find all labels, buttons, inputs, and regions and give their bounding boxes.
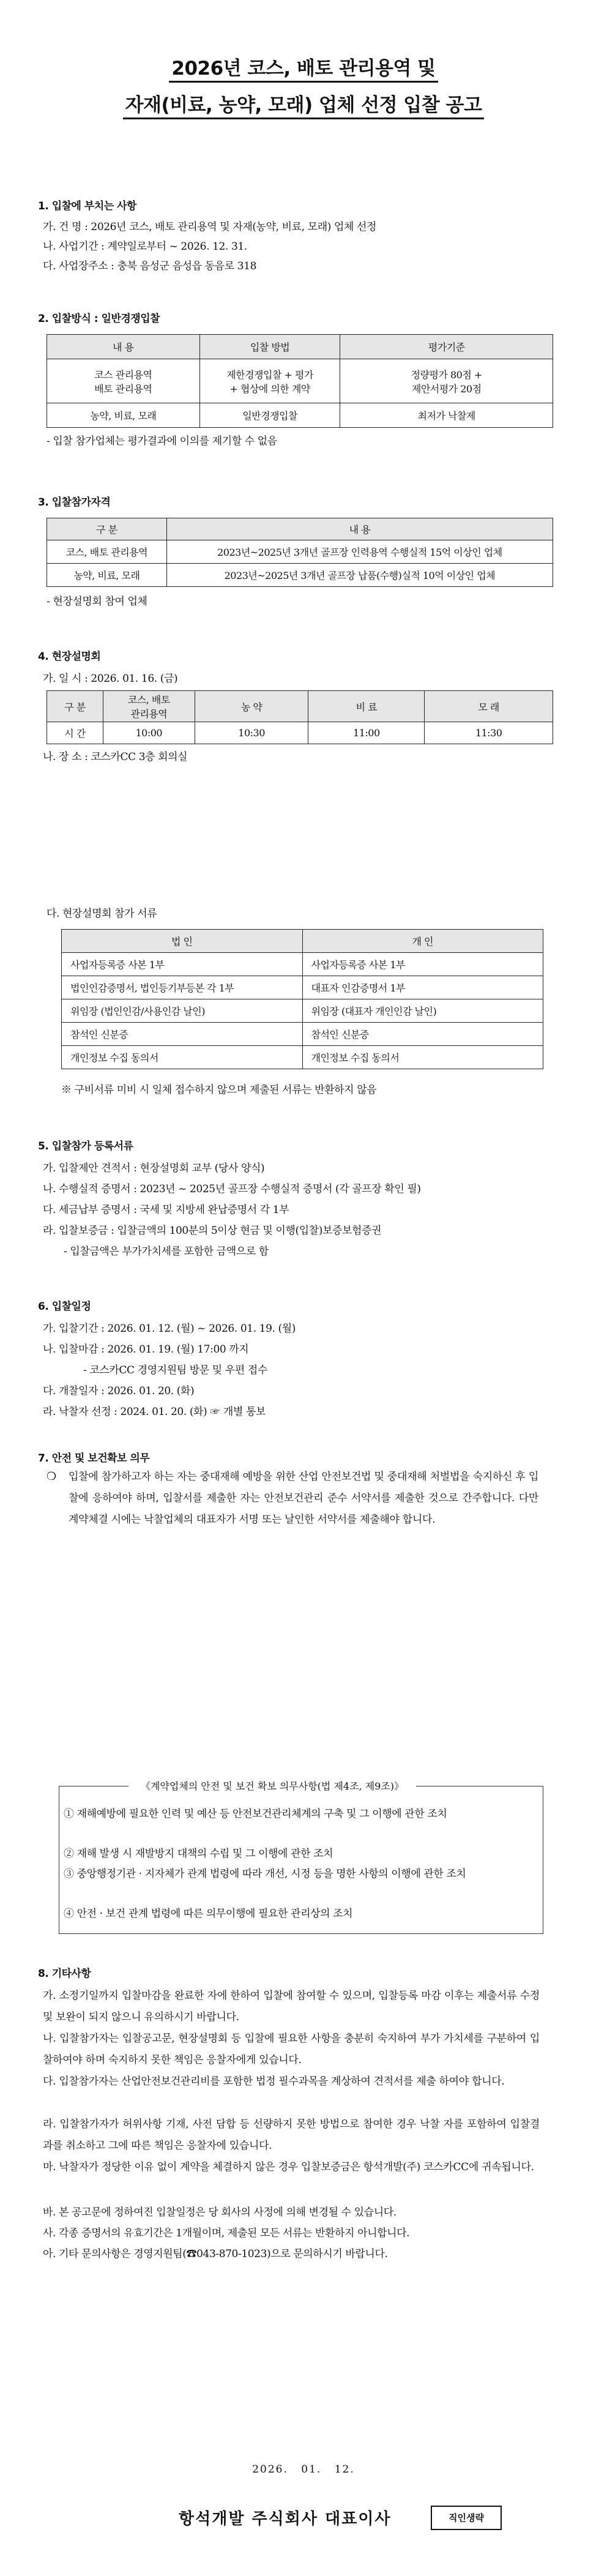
- s6-item-c: 다. 개찰일자 : 2026. 01. 20. (화): [43, 1385, 195, 1397]
- safety-box-item: ③ 중앙행정기관 · 지자체가 관계 법령에 따라 개선, 시정 등을 명한 사항의 이행에 관한 조치: [64, 1868, 466, 1880]
- table-cell: 최저가 낙찰제: [340, 403, 553, 428]
- misc-item: 가. 소정기일까지 입찰마감을 완료한 자에 한하여 입찰에 참여할 수 있으며, 입찰등록 마감 이후는 제출서류 수정 및 보완이 되지 않으니 유의하시기 바랍니다.: [43, 1990, 540, 2023]
- table-cell: 10:00: [103, 722, 195, 744]
- misc-item: 사. 각종 증명서의 유효기간은 1개월이며, 제출된 모든 서류는 반환하지 아니합니다.: [43, 2227, 410, 2239]
- table-cell: 법인인감증명서, 법인등기부등본 각 1부: [62, 976, 303, 999]
- section-3-heading: 3. 입찰참가자격: [38, 496, 111, 509]
- section-8-heading: 8. 기타사항: [38, 1968, 91, 1980]
- table-cell: 코스, 배토 관리용역: [47, 540, 167, 564]
- s4-warning: ※ 구비서류 미비 시 일체 접수하지 않으며 제출된 서류는 반환하지 않음: [61, 1084, 377, 1096]
- table-cell: 2023년~2025년 3개년 골프장 납품(수행)실적 10억 이상인 업체: [166, 564, 553, 587]
- table-header: 법 인: [62, 930, 303, 953]
- company-name: 항석개발 주식회사 대표이사: [179, 2510, 392, 2528]
- table-header: 모 래: [425, 691, 553, 722]
- table-cell: 개인정보 수집 동의서: [302, 1046, 543, 1069]
- s6-item-a: 가. 입찰기간 : 2026. 01. 12. (월) ~ 2026. 01. 19. (월): [43, 1323, 296, 1335]
- bullet-icon: ❍: [47, 1470, 56, 1483]
- s1-item-a: 가. 건 명 : 2026년 코스, 배토 관리용역 및 자재(농약, 비료, 모래) 업체 선정: [43, 221, 377, 233]
- table-cell: 10:30: [195, 722, 308, 744]
- safety-box-title: 《계약업체의 안전 및 보건 확보 의무사항(법 제4조, 제9조)》: [128, 1779, 416, 1793]
- misc-item: 바. 본 공고문에 정하여진 입찰일정은 당 회사의 사정에 의해 변경될 수 있습니다.: [43, 2206, 397, 2219]
- table-cell: 참석인 신분증: [62, 1023, 303, 1046]
- table-cell: 정량평가 80점 + 제안서평가 20점: [340, 359, 553, 403]
- s4-item-b: 나. 장 소 : 코스카CC 3층 회의실: [43, 751, 188, 763]
- s5-item-d: 라. 입찰보증금 : 입찰금액의 100분의 5이상 현금 및 이행(입찰)보증보험증권: [43, 1225, 382, 1237]
- table-header: 내 용: [47, 335, 200, 359]
- s5-item-a: 가. 입찰제안 견적서 : 현장설명회 교부 (당사 양식): [43, 1162, 265, 1174]
- s1-item-c: 다. 사업장주소 : 충북 음성군 음성읍 동음로 318: [43, 260, 256, 272]
- title-line-2: 자재(비료, 농약, 모래) 업체 선정 입찰 공고: [0, 89, 607, 117]
- table-cell: 제한경쟁입찰 + 평가 + 협상에 의한 계약: [199, 359, 340, 403]
- table-header: 비 료: [308, 691, 425, 722]
- section-1-heading: 1. 입찰에 부치는 사항: [38, 200, 136, 212]
- section-5-heading: 5. 입찰참가 등록서류: [38, 1140, 133, 1152]
- eligibility-table: [47, 518, 553, 587]
- safety-box-item: ① 재해예방에 필요한 인력 및 예산 등 안전보건관리체계의 구축 및 그 이행에 관한 조치: [64, 1808, 447, 1820]
- title-line-1: 2026년 코스, 배토 관리용역 및: [0, 53, 607, 80]
- briefing-docs-table: [61, 929, 543, 1069]
- table-header: 내 용: [166, 518, 553, 540]
- table-cell: 개인정보 수집 동의서: [62, 1046, 303, 1069]
- table-header: 구 분: [47, 691, 103, 722]
- table-header: 입찰 방법: [199, 335, 340, 359]
- s6-item-b-note: - 코스카CC 경영지원팀 방문 및 우편 접수: [83, 1364, 267, 1376]
- table-cell: 농약, 비료, 모래: [47, 564, 167, 587]
- table-cell: 코스 관리용역 배토 관리용역: [47, 359, 200, 403]
- misc-item: 라. 입찰참가자가 허위사항 기재, 사전 담합 등 선량하지 못한 방법으로 참여한 경우 낙찰 자를 포함하여 입찰결과를 취소하고 그에 따른 책임은 응찰자에 있습니다.: [43, 2118, 540, 2152]
- table-cell: 11:30: [425, 722, 553, 744]
- safety-box-item: ④ 안전 · 보건 관계 법령에 따른 의무이행에 필요한 관리상의 조치: [64, 1908, 353, 1920]
- s5-item-d-note: - 입찰금액은 부가가치세를 포함한 금액으로 함: [64, 1245, 269, 1258]
- bid-method-table: [47, 334, 553, 428]
- misc-item: 나. 입찰참가자는 입찰공고문, 현장설명회 등 입찰에 필요한 사항을 충분히 숙지하여 부가 가치세를 구분하여 입찰하여야 하며 숙지하지 못한 책임은 응찰자에게 있습니다.: [43, 2033, 540, 2066]
- section-6-heading: 6. 입찰일정: [38, 1301, 91, 1313]
- table-header: 개 인: [302, 930, 543, 953]
- section-2-heading: 2. 입찰방식 : 일반경쟁입찰: [38, 313, 160, 325]
- table-cell: 시 간: [47, 722, 103, 744]
- safety-box-item: ② 재해 발생 시 재발방지 대책의 수립 및 그 이행에 관한 조치: [64, 1848, 333, 1860]
- table-header: 농 약: [195, 691, 308, 722]
- section-4-heading: 4. 현장설명회: [38, 651, 101, 663]
- announcement-date: 2026. 01. 12.: [252, 2463, 355, 2476]
- table-cell: 참석인 신분증: [302, 1023, 543, 1046]
- table-cell: 일반경쟁입찰: [199, 403, 340, 428]
- table-cell: 11:00: [308, 722, 425, 744]
- table-cell: 사업자등록증 사본 1부: [62, 953, 303, 976]
- s3-note: - 현장설명회 참여 업체: [47, 595, 147, 608]
- briefing-time-table: [47, 690, 553, 744]
- table-cell: 농약, 비료, 모래: [47, 403, 200, 428]
- misc-item: 다. 입찰참가자는 산업안전보건관리비를 포함한 법정 필수과목을 계상하여 견적서를 제출 하여야 합니다.: [43, 2075, 505, 2088]
- table-cell: 대표자 인감증명서 1부: [302, 976, 543, 999]
- s6-item-d: 라. 낙찰자 선정 : 2024. 01. 20. (화) ☞ 개별 통보: [43, 1406, 266, 1418]
- table-cell: 사업자등록증 사본 1부: [302, 953, 543, 976]
- s2-note: - 입찰 참가업체는 평가결과에 이의를 제기할 수 없음: [47, 435, 277, 447]
- table-header: 코스, 배토 관리용역: [103, 691, 195, 722]
- section-7-heading: 7. 안전 및 보건확보 의무: [38, 1452, 150, 1465]
- misc-item: 아. 기타 문의사항은 경영지원팀(☎043-870-1023)으로 문의하시기 바랍니다.: [43, 2248, 388, 2260]
- s6-item-b: 나. 입찰마감 : 2026. 01. 19. (월) 17:00 까지: [43, 1343, 249, 1356]
- table-header: 평가기준: [340, 335, 553, 359]
- misc-item: 마. 낙찰자가 정당한 이유 없이 계약을 체결하지 않은 경우 입찰보증금은 항석개발(주) 코스카CC에 귀속됩니다.: [43, 2161, 534, 2173]
- s5-item-b: 나. 수행실적 증명서 : 2023년 ~ 2025년 골프장 수행실적 증명서 (각 골프장 확인 필): [43, 1183, 421, 1195]
- s5-item-c: 다. 세금납부 증명서 : 국세 및 지방세 완납증명서 각 1부: [43, 1204, 289, 1216]
- seal-omitted-stamp: 직인생략: [431, 2506, 502, 2530]
- s4-item-a: 가. 일 시 : 2026. 01. 16. (금): [43, 673, 178, 685]
- s4-item-c: 다. 현장설명회 참가 서류: [47, 908, 157, 920]
- table-cell: 2023년~2025년 3개년 골프장 인력용역 수행실적 15억 이상인 업체: [166, 540, 553, 564]
- s1-item-b: 나. 사업기간 : 계약일로부터 ~ 2026. 12. 31.: [43, 241, 247, 253]
- safety-paragraph: 입찰에 참가하고자 하는 자는 중대재해 예방을 위한 산업 안전보건법 및 중대재해 처벌법을 숙지하신 후 입찰에 응하여야 하며, 입찰서를 제출한 자는 안전보건관리 준수 서약서를 제출한 것으로 간주합니다. 다만 계약체결 시에는 낙찰업체의 대표자가 서명 또는 날인한 서약서를 제출해야 합니다.: [69, 1471, 538, 1526]
- table-cell: 위임장 (대표자 개인인감 날인): [302, 999, 543, 1023]
- table-cell: 위임장 (법인인감/사용인감 날인): [62, 999, 303, 1023]
- table-header: 구 분: [47, 518, 167, 540]
